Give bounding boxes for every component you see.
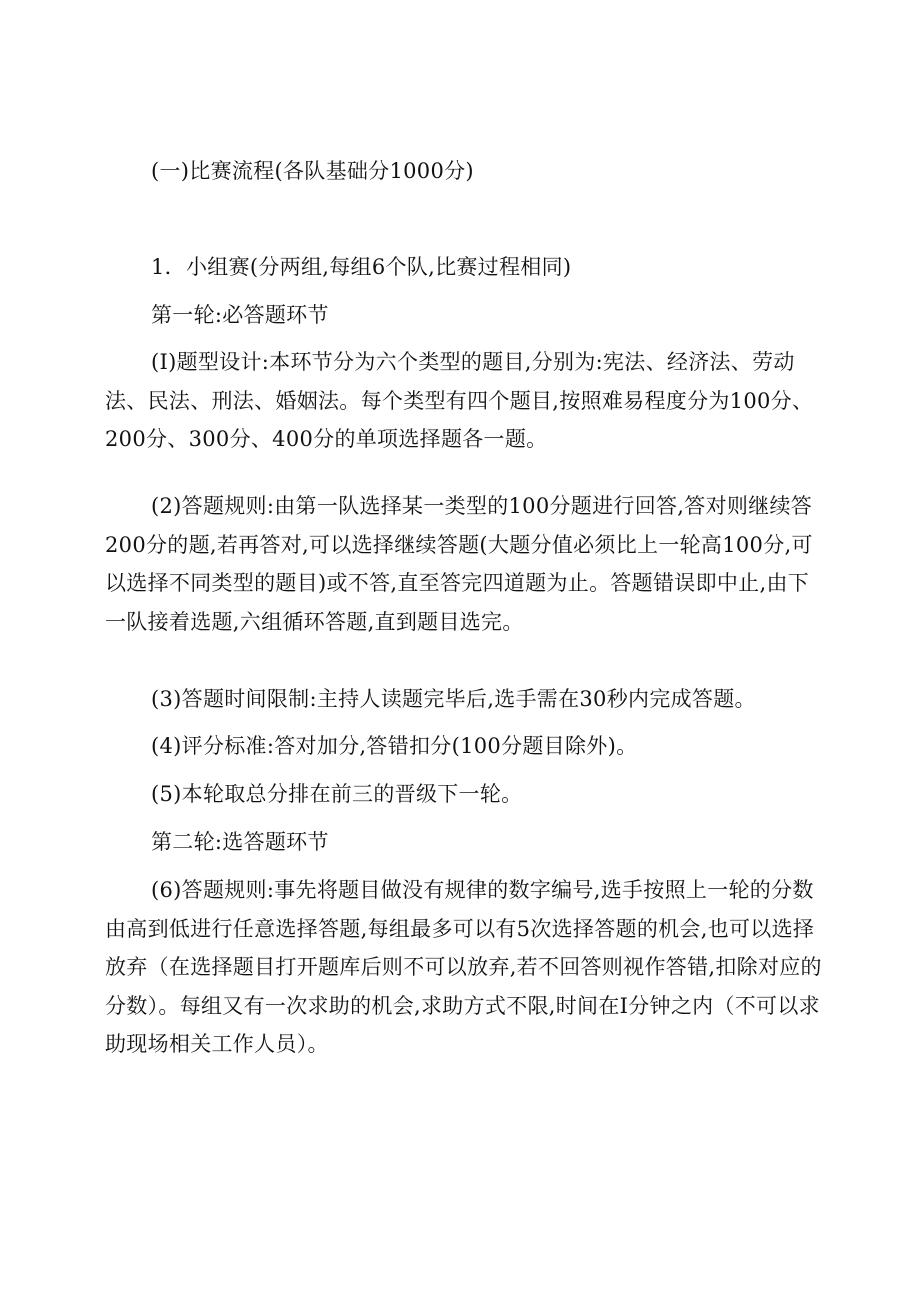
section-heading: (一)比赛流程(各队基础分1000分)	[151, 159, 474, 183]
round2-item-6: (6)答题规则:事先将题目做没有规律的数字编号,选手按照上一轮的分数由高到低进行任意选择答题,每组最多可以有5次选择答题的机会,也可以选择放弃（在选择题目打开题库后则不可以放弃,若不回答则视作答错,扣除对应的分数）。每组又有一次求助的机会,求助方式不限,时间在I分钟之内（不可以求助现场相关工作人员）。	[105, 878, 822, 1056]
subsection-heading: 1．小组赛(分两组,每组6个队,比赛过程相同)	[151, 255, 572, 279]
round2-heading: 第二轮:选答题环节	[151, 830, 329, 854]
round1-item-1: (I)题型设计:本环节分为六个类型的题目,分别为:宪法、经济法、劳动法、民法、刑法、婚姻法。每个类型有四个题目,按照难易程度分为100分、200分、300分、400分的单项选择题各一题。	[105, 350, 814, 451]
round1-item-2: (2)答题规则:由第一队选择某一类型的100分题进行回答,答对则继续答200分的题,若再答对,可以选择继续答题(大题分值必须比上一轮高100分,可以选择不同类型的题目)或不答,直至答完四道题为止。答题错误即中止,由下一队接着选题,六组循环答题,直到题目选完。	[105, 494, 813, 634]
round1-item-4: (4)评分标准:答对加分,答错扣分(100分题目除外)。	[151, 734, 638, 758]
round1-item-3: (3)答题时间限制:主持人读题完毕后,选手需在30秒内完成答题。	[151, 687, 756, 711]
round1-item-5: (5)本轮取总分排在前三的晋级下一轮。	[151, 782, 523, 806]
round1-heading: 第一轮:必答题环节	[151, 303, 329, 327]
